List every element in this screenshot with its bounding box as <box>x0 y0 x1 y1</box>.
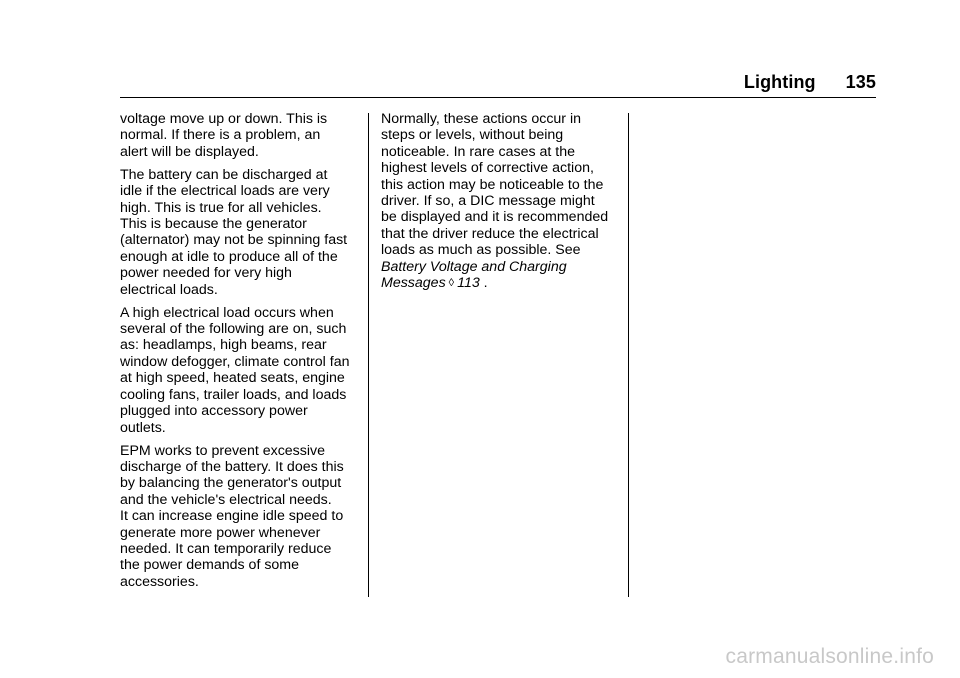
page-header <box>120 70 876 98</box>
running-header <box>744 72 876 93</box>
header-rule <box>120 97 876 98</box>
text-column-left <box>120 111 360 597</box>
paragraph: voltage move up or down. This is normal. If there is a problem, an alert will be displayed. <box>120 111 328 160</box>
paragraph-text: Normally, these actions occur in steps or levels, without being noticeable. In rare cases at the highest levels of corrective action, this action may be noticeable to the driver. If so, a DIC message might be displayed and it is recommended that the driver reduce the electrical loads as much as possible. See <box>381 111 609 259</box>
page-number: 135 <box>845 72 876 92</box>
watermark: carmanualsonline.info <box>725 645 934 668</box>
page-reference-icon: ◊ <box>448 277 455 290</box>
cross-reference-end: . <box>479 275 488 292</box>
paragraph: The battery can be discharged at idle if the electrical loads are very high. This is true for all vehicles. This is because the generator (alternator) may not be spinning fast enough at idle to produce all of the power needed for very high electrical loads. <box>120 166 348 298</box>
column-divider <box>628 113 629 597</box>
section-title: Lighting <box>743 72 816 92</box>
paragraph: EPM works to prevent excessive discharge of the battery. It does this by balancing the generator's output and the vehicle's electrical needs. It can increase engine idle speed to generate more power whenever needed. It can temporarily reduce the power demands of some accessories. <box>120 442 344 590</box>
paragraph: A high electrical load occurs when several of the following are on, such as: headlamps, high beams, rear window defogger, climate control fan at high speed, heated seats, engine cooling fans, trailer loads, and loads plugged into accessory power outlets. <box>120 304 350 436</box>
paragraph <box>381 111 621 291</box>
text-column-right <box>381 111 621 298</box>
column-divider <box>368 113 369 597</box>
cross-reference-page[interactable]: 113 <box>457 275 480 292</box>
cross-reference-link[interactable]: Battery Voltage and Charging Messages <box>381 258 567 292</box>
